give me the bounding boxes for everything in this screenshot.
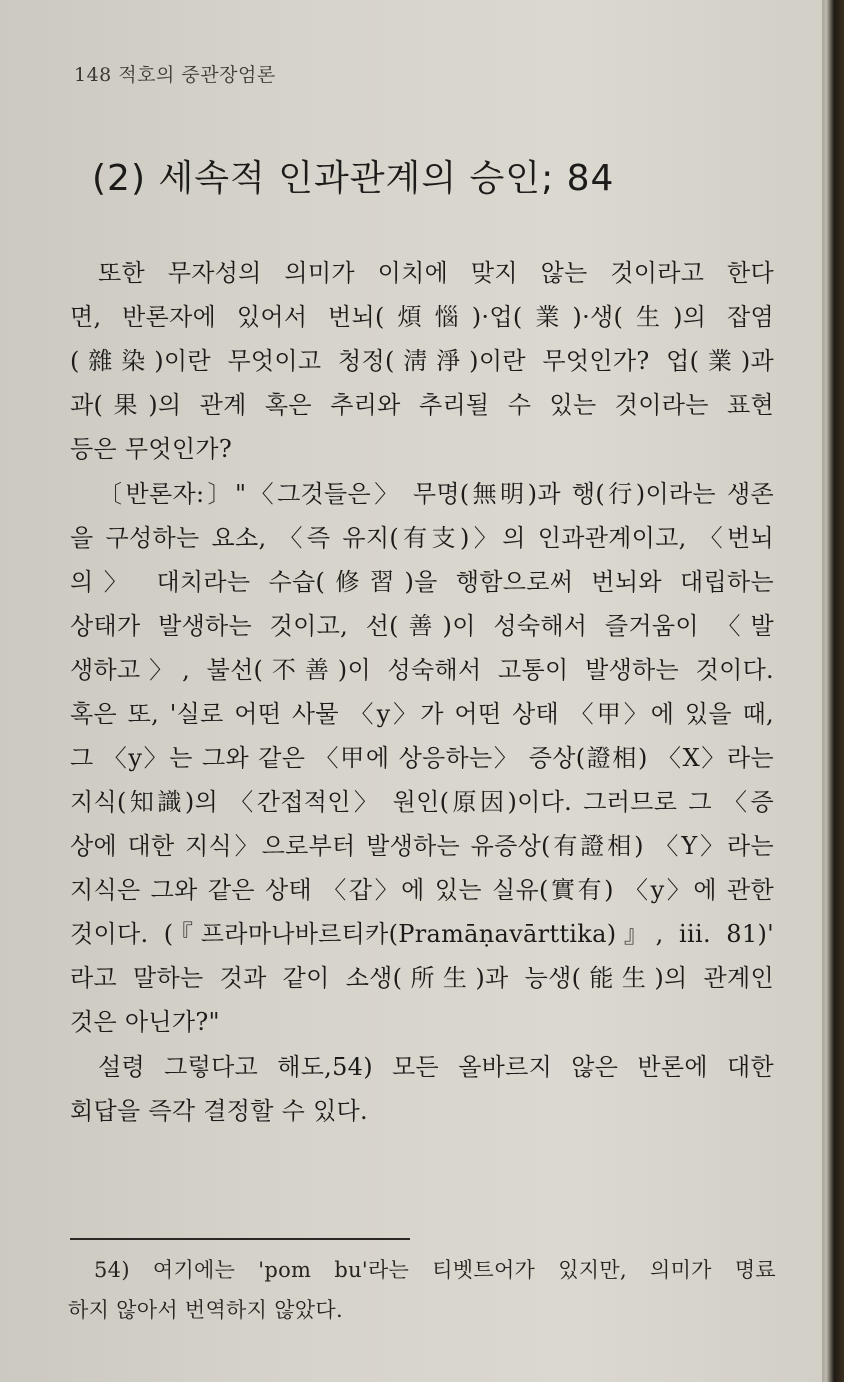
- body-line: 의〉 대치라는 수습(修習)을 행함으로써 번뇌와 대립하는: [70, 568, 774, 596]
- body-line: 지식(知識)의 〈간접적인〉 원인(原因)이다. 그러므로 그 〈증: [70, 788, 774, 816]
- body-line: (雜染)이란 무엇이고 청정(淸淨)이란 무엇인가? 업(業)과: [70, 347, 774, 375]
- book-spine-edge: [822, 0, 844, 1382]
- body-line: 것은 아닌가?": [70, 1008, 220, 1036]
- body-line: 것이다. (『프라마나바르티카(Pramāṇavārttika)』, iii. 81)': [70, 920, 774, 948]
- section-title: (2) 세속적 인과관계의 승인; 84: [92, 158, 615, 199]
- body-line: 과(果)의 관계 혹은 추리와 추리될 수 있는 것이라는 표현: [70, 391, 774, 419]
- body-line: 설령 그렇다고 해도,54) 모든 올바르지 않은 반론에 대한: [98, 1053, 774, 1081]
- body-line: 회답을 즉각 결정할 수 있다.: [70, 1097, 368, 1125]
- body-line: 생하고〉, 불선(不善)이 성숙해서 고통이 발생하는 것이다.: [70, 656, 774, 684]
- body-line: 〔반론자:〕"〈그것들은〉 무명(無明)과 행(行)이라는 생존: [98, 480, 774, 508]
- body-line: 그 〈y〉는 그와 같은 〈甲에 상응하는〉 증상(證相) 〈X〉라는: [70, 744, 774, 772]
- body-line: 상태가 발생하는 것이고, 선(善)이 성숙해서 즐거움이 〈발: [70, 612, 774, 640]
- body-line: 등은 무엇인가?: [70, 435, 232, 463]
- body-line: 또한 무자성의 의미가 이치에 맞지 않는 것이라고 한다: [98, 259, 774, 287]
- footnote-line: 하지 않아서 번역하지 않았다.: [68, 1298, 343, 1322]
- body-line: 상에 대한 지식〉으로부터 발생하는 유증상(有證相) 〈Y〉라는: [70, 832, 774, 860]
- body-line: 지식은 그와 같은 상태 〈갑〉에 있는 실유(實有) 〈y〉에 관한: [70, 876, 774, 904]
- footnote-line: 54) 여기에는 'pom bu'라는 티벳트어가 있지만, 의미가 명료: [94, 1258, 776, 1282]
- body-line: 라고 말하는 것과 같이 소생(所生)과 능생(能生)의 관계인: [70, 964, 774, 992]
- running-head: 148 적호의 중관장엄론: [74, 64, 276, 86]
- body-line: 을 구성하는 요소, 〈즉 유지(有支)〉의 인과관계이고, 〈번뇌: [70, 524, 774, 552]
- body-line: 혹은 또, '실로 어떤 사물 〈y〉가 어떤 상태 〈甲〉에 있을 때,: [70, 700, 774, 728]
- body-line: 면, 반론자에 있어서 번뇌(煩惱)·업(業)·생(生)의 잡염: [70, 303, 774, 331]
- footnote-rule: [70, 1238, 410, 1240]
